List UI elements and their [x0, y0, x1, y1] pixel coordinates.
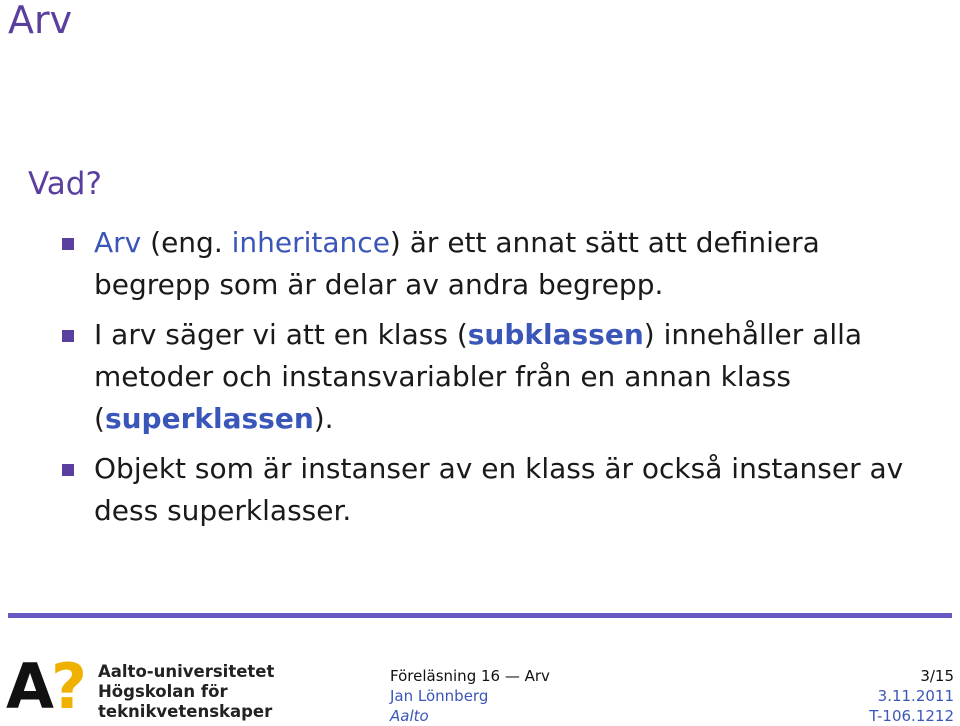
bullet-text: Objekt som är instanser av en klass är också instanser av dess superklasser.: [94, 452, 904, 527]
slide-title: Arv: [8, 0, 73, 42]
org-line: teknikvetenskaper: [98, 702, 273, 721]
bullet-item: [60, 314, 940, 440]
org-line: Aalto-universitetet: [98, 662, 275, 681]
organization-name: [98, 662, 274, 722]
square-bullet-icon: [62, 238, 74, 250]
aalto-logo: [6, 650, 84, 723]
logo-question-mark: ?: [50, 650, 84, 723]
org-line: Högskolan för: [98, 682, 228, 701]
term-subklassen: subklassen: [467, 318, 644, 351]
bullet-text-part: (eng.: [141, 226, 232, 259]
footer-center: [390, 666, 550, 726]
bullet-list: [60, 222, 940, 540]
square-bullet-icon: [62, 464, 74, 476]
bullet-text-part: ).: [313, 402, 334, 435]
bullet-item: [60, 448, 940, 532]
bullet-text-part: ) innehåller alla metoder och instansvariabler från en annan klass (: [94, 318, 863, 435]
lecture-title: Föreläsning 16 — Arv: [390, 667, 550, 685]
course-code: T-106.1212: [869, 707, 954, 725]
author-name: Jan Lönnberg: [390, 687, 489, 705]
bullet-item: [60, 222, 940, 306]
bullet-text: [94, 226, 820, 301]
bullet-text-part: ) är ett annat sätt att definiera begrepp som är delar av andra begrepp.: [94, 226, 820, 301]
page-number: 3/15: [920, 667, 954, 685]
lecture-date: 3.11.2011: [877, 687, 954, 705]
section-heading: Vad?: [28, 166, 102, 202]
term-superklassen: superklassen: [104, 402, 314, 435]
institution-name: Aalto: [390, 707, 429, 725]
footer-divider: [8, 613, 952, 618]
footer-right: [869, 666, 954, 726]
bullet-text-part: I arv säger vi att en klass (: [94, 318, 468, 351]
bullet-text: [94, 318, 862, 435]
logo-letter: A: [6, 650, 51, 723]
term-arv: Arv: [94, 226, 142, 259]
term-inheritance: inheritance: [231, 226, 390, 259]
square-bullet-icon: [62, 330, 74, 342]
